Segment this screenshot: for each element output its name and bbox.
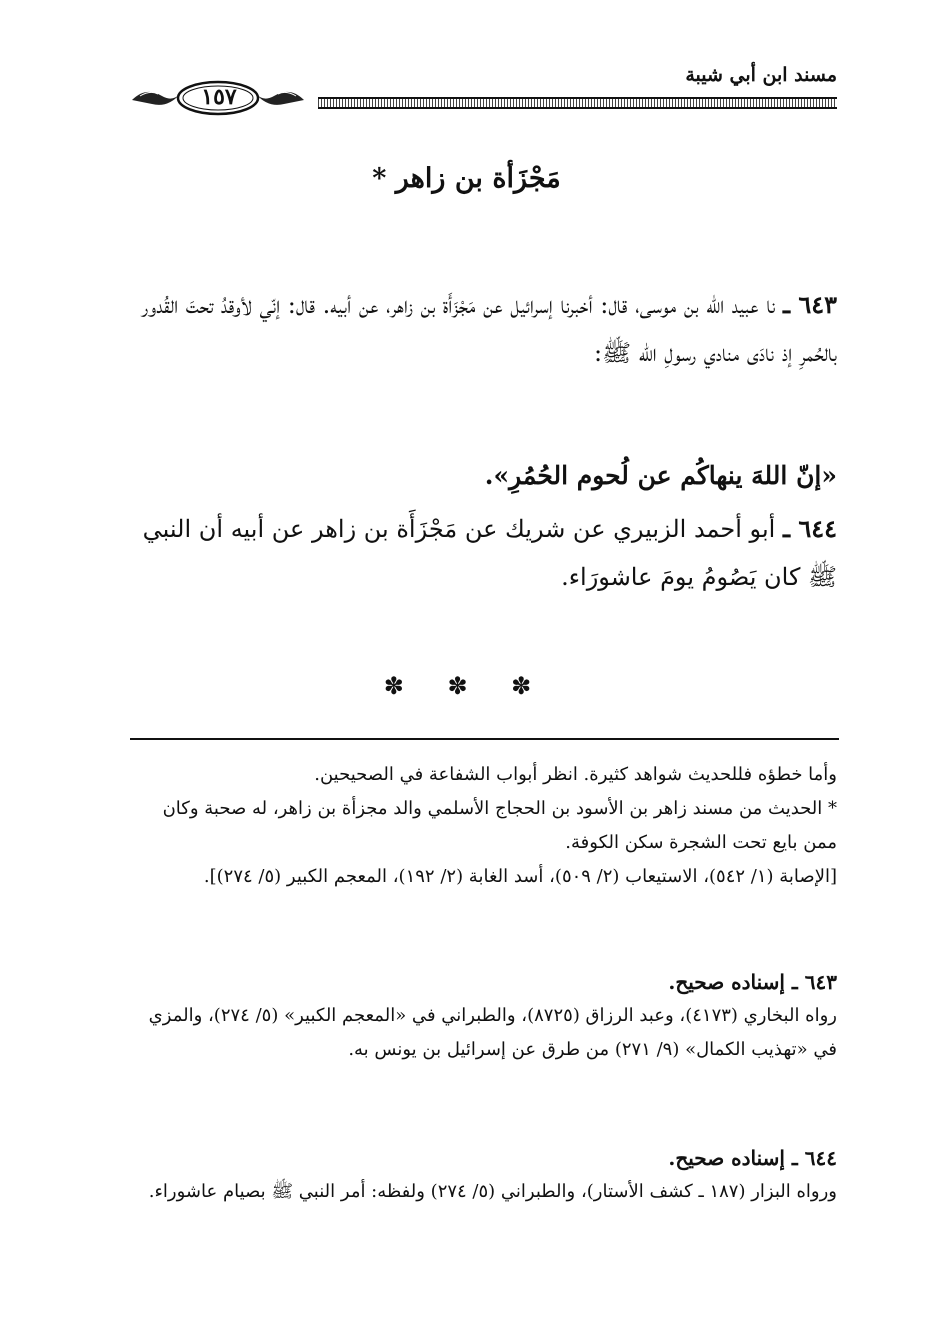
- footnote-text: رواه البخاري (٤١٧٣)، وعبد الرزاق (٨٧٢٥)، والطبراني في «المعجم الكبير» (٥/ ٢٧٤)، والمزي في «تهذيب الكمال» (٩/ ٢٧١) من طرق عن إسرائيل بن يونس به.: [148, 1005, 837, 1060]
- footnote-line: وأما خطؤه فللحديث شواهد كثيرة. انظر أبواب الشفاعة في الصحيحين.: [314, 764, 837, 785]
- header-rule: [318, 97, 837, 109]
- footnote-text: ورواه البزار (١٨٧ ـ كشف الأستار)، والطبراني (٥/ ٢٧٤) ولفظه: أمر النبي ﷺ بصيام عاشوراء.: [148, 1181, 837, 1202]
- section-title: مَجْزَأة بن زاهر *: [372, 163, 561, 194]
- running-title: مسند ابن أبي شيبة: [685, 64, 837, 86]
- footnote-rule: [130, 738, 839, 740]
- footnote-643: [136, 965, 837, 1067]
- footnote-line: [الإصابة (١/ ٥٤٢)، الاستيعاب (٢/ ٥٠٩)، أسد الغابة (٢/ ١٩٢)، المعجم الكبير (٥/ ٢٧٤)].: [203, 866, 837, 887]
- page-number: ١٥٧: [201, 84, 237, 110]
- footnote-heading: ٦٤٤ ـ إسناده صحيح.: [668, 1146, 837, 1170]
- footnote-644: [136, 1141, 837, 1209]
- hadith-text: أبو أحمد الزبيري عن شريك عن مَجْزَأَة بن زاهر عن أبيه أن النبي ﷺ كان يَصُومُ يومَ عاشورَاء.: [142, 515, 837, 591]
- hadith-number: ٦٤٣ ـ: [782, 290, 837, 319]
- hadith-number: ٦٤٤ ـ: [782, 514, 837, 543]
- section-separator: ✽ ✽ ✽: [383, 672, 550, 700]
- footnote-heading: ٦٤٣ ـ إسناده صحيح.: [668, 970, 837, 994]
- footnote-line: * الحديث من مسند زاهر بن الأسود بن الحجاج الأسلمي والد مجزأة بن زاهر، له صحبة وكان ممن بايع تحت الشجرة سكن الكوفة.: [162, 798, 837, 853]
- hadith-643: [128, 281, 837, 377]
- hadith-quote: «إنّ اللهَ ينهاكُم عن لُحوم الحُمُرِ».: [484, 461, 837, 490]
- hadith-644: [128, 505, 837, 601]
- hadith-text: نا عبيد الله بن موسى، قال: أخبرنا إسرائيل عن مَجْزَأَة بن زاهر، عن أبيه. قال: إنّي لأوقدُ تحتَ القُدور بالحُمرِ إذ نادَى منادي رسولِ الله ﷺ:: [141, 291, 837, 367]
- footnote-block-intro: [136, 758, 837, 894]
